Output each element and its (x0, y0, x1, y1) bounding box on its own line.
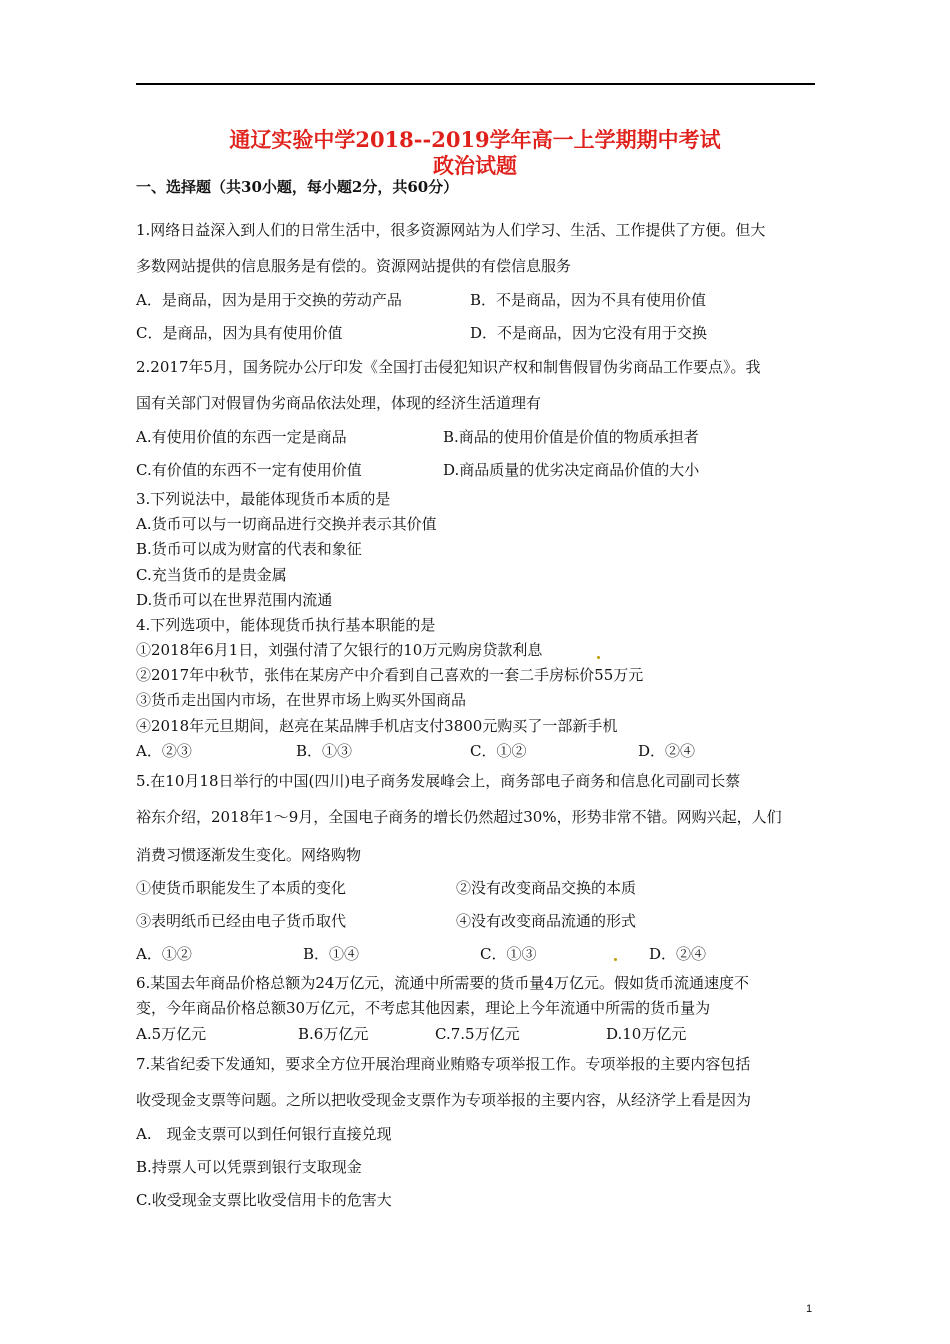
q6-option-c: C.7.5万亿元 (435, 1025, 520, 1043)
q5-option-d: D．②④ (649, 945, 707, 963)
q5-item-4: ④没有改变商品流通的形式 (456, 912, 637, 930)
q4-item-4: ④2018年元旦期间，赵亮在某品牌手机店支付3800元购买了一部新手机 (136, 717, 618, 735)
q4-option-c: C．①② (470, 742, 527, 760)
q4-item-2: ②2017年中秋节，张伟在某房产中介看到自己喜欢的一套二手房标价55万元 (136, 666, 644, 684)
q6-option-a: A.5万亿元 (136, 1025, 207, 1043)
q4-item-1: ①2018年6月1日，刘强付清了欠银行的10万元购房贷款利息 (136, 641, 543, 659)
stray-mark (614, 958, 617, 961)
q5-stem-line1: 5.在10月18日举行的中国(四川)电子商务发展峰会上，商务部电子商务和信息化司副司长蔡 (136, 772, 741, 790)
q1-option-c: C．是商品，因为具有使用价值 (136, 324, 343, 342)
stray-mark (597, 656, 600, 659)
q7-stem-line2: 收受现金支票等问题。之所以把收受现金支票作为专项举报的主要内容，从经济学上看是因为 (136, 1091, 752, 1109)
q2-stem-line2: 国有关部门对假冒伪劣商品依法处理，体现的经济生活道理有 (136, 394, 542, 412)
q2-stem-line1: 2.2017年5月，国务院办公厅印发《全国打击侵犯知识产权和制售假冒伪劣商品工作要点》。我 (136, 358, 761, 376)
q5-option-a: A．①② (136, 945, 192, 963)
section-heading: 一、选择题（共30小题，每小题2分，共60分） (136, 178, 459, 196)
q5-option-b: B．①④ (303, 945, 360, 963)
q4-stem: 4.下列选项中，能体现货币执行基本职能的是 (136, 616, 436, 634)
q5-stem-line3: 消费习惯逐渐发生变化。网络购物 (136, 846, 362, 864)
q3-option-d: D.货币可以在世界范围内流通 (136, 591, 333, 609)
q7-option-b: B.持票人可以凭票到银行支取现金 (136, 1158, 362, 1176)
q5-item-2: ②没有改变商品交换的本质 (456, 879, 637, 897)
q3-option-c: C.充当货币的是贵金属 (136, 566, 287, 584)
q7-option-c: C.收受现金支票比收受信用卡的危害大 (136, 1191, 392, 1209)
q6-stem-line1: 6.某国去年商品价格总额为24万亿元，流通中所需要的货币量4万亿元。假如货币流通速度不 (136, 974, 749, 992)
q3-option-a: A.货币可以与一切商品进行交换并表示其价值 (136, 515, 437, 533)
q3-stem: 3.下列说法中，最能体现货币本质的是 (136, 490, 391, 508)
q5-item-3: ③表明纸币已经由电子货币取代 (136, 912, 347, 930)
exam-title: 通辽实验中学2018--2019学年高一上学期期中考试 (229, 127, 721, 152)
q2-option-a: A.有使用价值的东西一定是商品 (136, 428, 347, 446)
exam-subtitle: 政治试题 (433, 153, 517, 178)
q5-stem-line2: 裕东介绍，2018年1～9月，全国电子商务的增长仍然超过30%，形势非常不错。网购兴起，人们 (136, 808, 782, 826)
q1-stem-line2: 多数网站提供的信息服务是有偿的。资源网站提供的有偿信息服务 (136, 257, 572, 275)
q1-option-a: A．是商品，因为是用于交换的劳动产品 (136, 291, 402, 309)
q1-option-d: D．不是商品，因为它没有用于交换 (470, 324, 708, 342)
q2-option-b: B.商品的使用价值是价值的物质承担者 (443, 428, 699, 446)
q4-item-3: ③货币走出国内市场，在世界市场上购买外国商品 (136, 691, 467, 709)
q6-stem-line2: 变，今年商品价格总额30万亿元，不考虑其他因素，理论上今年流通中所需的货币量为 (136, 999, 711, 1017)
q4-option-b: B．①③ (296, 742, 353, 760)
q6-option-d: D.10万亿元 (606, 1025, 687, 1043)
q7-stem-line1: 7.某省纪委下发通知，要求全方位开展治理商业贿赂专项举报工作。专项举报的主要内容包括 (136, 1055, 751, 1073)
q1-stem-line1: 1.网络日益深入到人们的日常生活中，很多资源网站为人们学习、生活、工作提供了方便。但大 (136, 221, 766, 239)
q4-option-a: A．②③ (136, 742, 192, 760)
q5-item-1: ①使货币职能发生了本质的变化 (136, 879, 347, 897)
q2-option-c: C.有价值的东西不一定有使用价值 (136, 461, 362, 479)
q3-option-b: B.货币可以成为财富的代表和象征 (136, 540, 362, 558)
q1-option-b: B．不是商品，因为不具有使用价值 (470, 291, 707, 309)
header-rule (136, 83, 815, 85)
q4-option-d: D．②④ (638, 742, 696, 760)
q2-option-d: D.商品质量的优劣决定商品价值的大小 (443, 461, 700, 479)
q6-option-b: B.6万亿元 (298, 1025, 369, 1043)
q5-option-c: C．①③ (480, 945, 537, 963)
page-number: 1 (806, 1303, 813, 1315)
q7-option-a: A. 现金支票可以到任何银行直接兑现 (136, 1125, 392, 1143)
